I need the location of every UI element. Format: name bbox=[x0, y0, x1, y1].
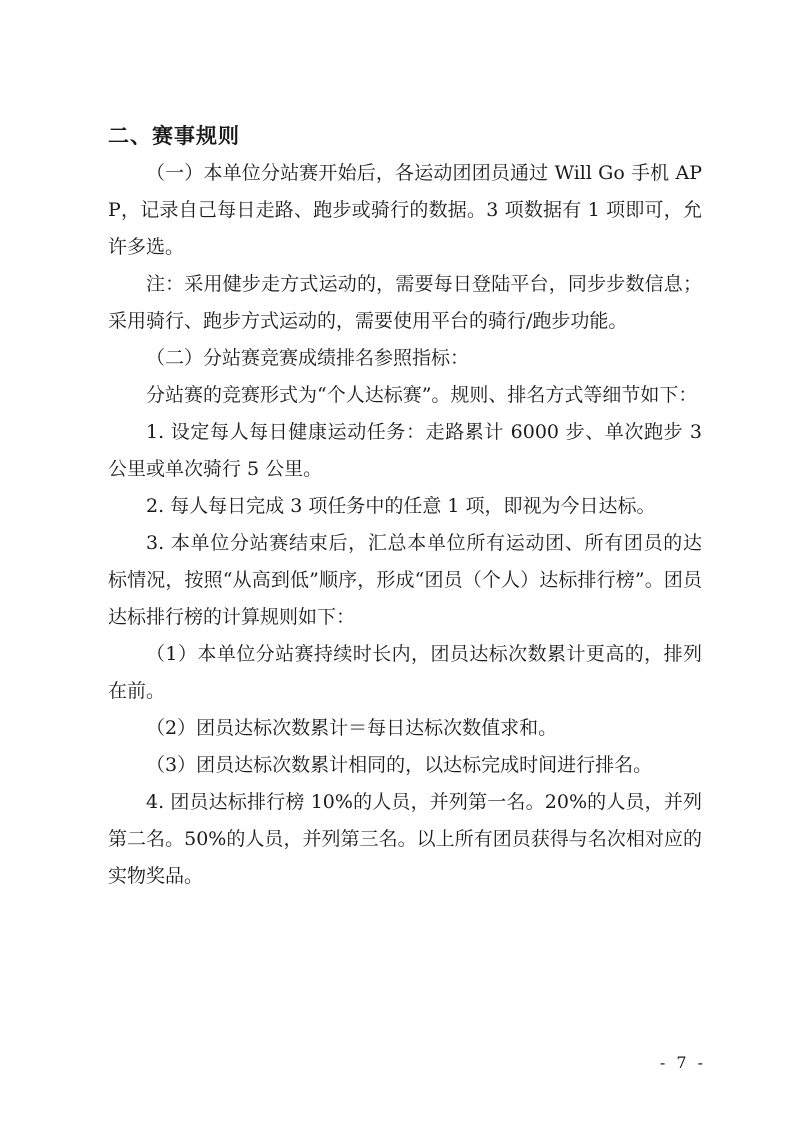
paragraph-item-4: 4. 团员达标排行榜 10%的人员，并列第一名。20%的人员，并列第二名。50%的人员，并列第三名。以上所有团员获得与名次相对应的实物奖品。 bbox=[108, 791, 702, 887]
paragraph-item-2: 2. 每人每日完成 3 项任务中的任意 1 项，即视为今日达标。 bbox=[146, 495, 656, 517]
paragraph-subitem-2: （2）团员达标次数累计＝每日达标次数值求和。 bbox=[146, 717, 558, 739]
section-heading: 二、赛事规则 bbox=[108, 124, 240, 148]
paragraph-rule-2-title: （二）分站赛竞赛成绩排名参照指标： bbox=[146, 347, 470, 369]
paragraph-competition-format: 分站赛的竞赛形式为“个人达标赛”。规则、排名方式等细节如下： bbox=[146, 384, 698, 406]
page-content bbox=[108, 117, 702, 895]
paragraph-subitem-1: （1）本单位分站赛持续时长内，团员达标次数累计更高的，排列在前。 bbox=[108, 643, 702, 702]
paragraph-rule-1: （一）本单位分站赛开始后，各运动团团员通过 Will Go 手机 APP，记录自己每日走路、跑步或骑行的数据。3 项数据有 1 项即可，允许多选。 bbox=[108, 162, 702, 258]
paragraph-item-1: 1. 设定每人每日健康运动任务：走路累计 6000 步、单次跑步 3 公里或单次骑行 5 公里。 bbox=[108, 421, 702, 480]
paragraph-subitem-3: （3）团员达标次数累计相同的，以达标完成时间进行排名。 bbox=[146, 754, 653, 776]
page-number: - 7 - bbox=[659, 1053, 706, 1072]
paragraph-item-3: 3. 本单位分站赛结束后，汇总本单位所有运动团、所有团员的达标情况，按照“从高到低”顺序，形成“团员（个人）达标排行榜”。团员达标排行榜的计算规则如下： bbox=[108, 532, 702, 628]
paragraph-note: 注：采用健步走方式运动的，需要每日登陆平台，同步步数信息；采用骑行、跑步方式运动的，需要使用平台的骑行/跑步功能。 bbox=[108, 273, 702, 332]
